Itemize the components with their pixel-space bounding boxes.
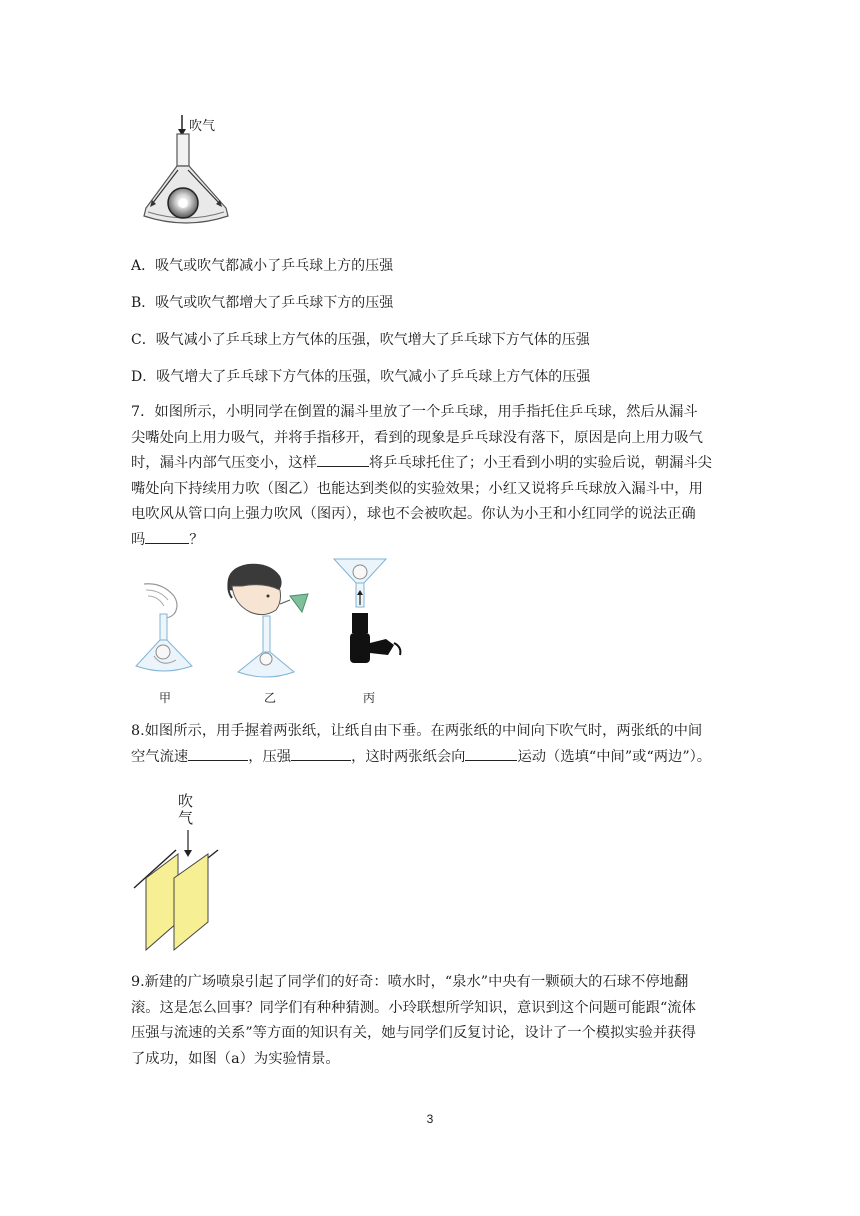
question-7 — [131, 400, 743, 553]
q7-blank-1 — [317, 452, 369, 467]
figure-label-air: 气 — [178, 809, 194, 827]
option-d: D．吸气增大了乒乓球下方气体的压强，吹气减小了乒乓球上方气体的压强 — [131, 369, 591, 385]
q7-text-6a: 吗 — [131, 531, 146, 548]
two-papers-figure — [126, 790, 236, 956]
q8-line-1: 8.如图所示，用手握着两张纸，让纸自由下垂。在两张纸的中间向下吹气时，两张纸的中间 — [131, 723, 703, 739]
option-c: C．吸气减小了乒乓球上方气体的压强，吹气增大了乒乓球下方气体的压强 — [131, 332, 590, 348]
q7-text-3a: 时，漏斗内部气压变小，这样 — [131, 455, 317, 471]
figure-yi — [220, 560, 312, 682]
q8-blank-1 — [188, 746, 248, 761]
papers-diagram — [126, 790, 236, 956]
q7-line-1: 7．如图所示，小明同学在倒置的漏斗里放了一个乒乓球，用手指托住乒乓球，然后从漏斗 — [131, 404, 698, 420]
q9-line-2: 滚。这是怎么回事？同学们有种种猜测。小玲联想所学知识，意识到这个问题可能跟“流体 — [131, 999, 696, 1016]
q8-text-2a: 空气流速 — [131, 748, 189, 765]
option-b: B．吸气或吹气都增大了乒乓球下方的压强 — [131, 295, 394, 311]
q7-line-4: 嘴处向下持续用力吹（图乙）也能达到类似的实验效果；小红又说将乒乓球放入漏斗中，用 — [131, 480, 703, 497]
figure-bing — [330, 555, 410, 667]
q7-line-3 — [131, 451, 743, 477]
caption-yi: 乙 — [264, 691, 277, 705]
hair-dryer-diagram — [330, 555, 410, 667]
hand-funnel-diagram — [132, 580, 198, 680]
question-9 — [131, 970, 743, 1072]
funnel-diagram — [140, 112, 232, 230]
caption-jia: 甲 — [159, 691, 172, 705]
figure-jia — [132, 580, 198, 680]
q7-line-6 — [131, 528, 743, 554]
q8-text-2c: ，这时两张纸会向 — [351, 748, 466, 765]
q8-text-2b: ，压强 — [248, 748, 292, 765]
q8-text-2d: 运动（选填“中间”或“两边”）。 — [517, 748, 712, 765]
q7-text-3b: 将乒乓球托住了；小王看到小明的实验后说，朝漏斗尖 — [368, 455, 712, 471]
q8-line-2 — [131, 745, 743, 771]
page-number: 3 — [426, 1112, 434, 1126]
q9-line-3: 压强与流速的关系”等方面的知识有关，她与同学们反复讨论，设计了一个模拟实验并获得 — [131, 1025, 696, 1041]
q7-line-5: 电吹风从管口向上强力吹风（图丙），球也不会被吹起。你认为小王和小红同学的说法正确 — [131, 506, 696, 522]
question-8 — [131, 719, 743, 770]
option-a: A．吸气或吹气都减小了乒乓球上方的压强 — [131, 258, 394, 274]
q7-text-6b: ？ — [189, 531, 204, 548]
q7-line-2: 尖嘴处向上用力吸气，并将手指移开，看到的现象是乒乓球没有落下，原因是向上用力吸气 — [131, 429, 703, 446]
q9-line-1: 9.新建的广场喷泉引起了同学们的好奇：喷水时，“泉水”中央有一颗硕大的石球不停地翻 — [131, 974, 689, 990]
blowing-person-diagram — [220, 560, 312, 682]
funnel-blow-figure — [140, 112, 232, 230]
q7-blank-2 — [145, 529, 189, 544]
q9-line-4: 了成功，如图（a）为实验情景。 — [131, 1050, 340, 1067]
caption-bing: 丙 — [363, 691, 376, 705]
figure-label-blow: 吹 — [178, 792, 194, 810]
blow-label: 吹气 — [189, 119, 216, 134]
q8-blank-2 — [291, 746, 351, 761]
q8-blank-3 — [465, 746, 517, 761]
